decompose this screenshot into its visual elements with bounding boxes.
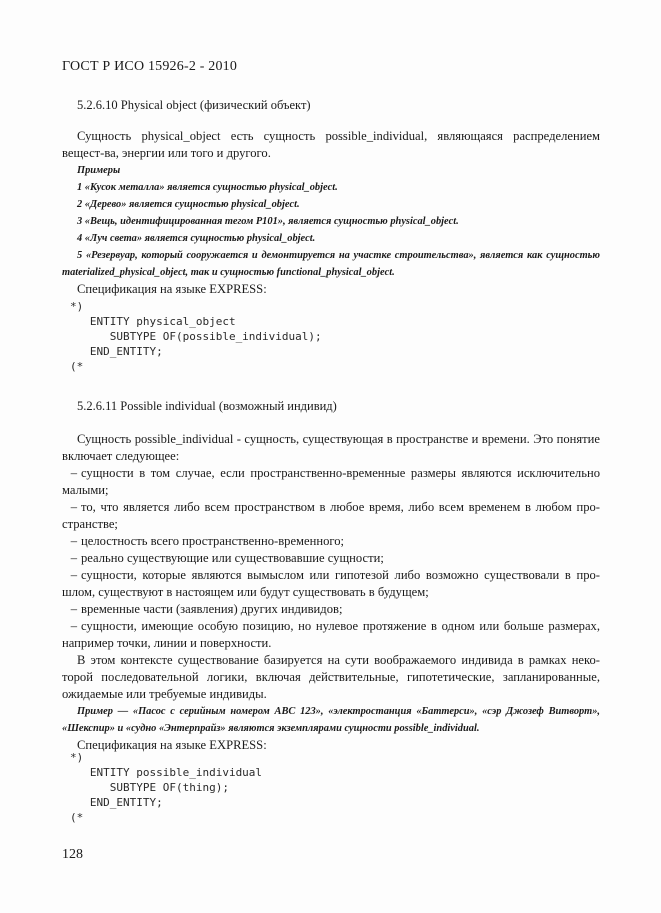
dash-marker: – <box>70 619 77 633</box>
express-code-block <box>70 750 608 825</box>
code-line: ENTITY possible_individual <box>70 766 263 779</box>
list-item: – сущности в том случае, если пространственно-временные размеры являются исключительно малыми; <box>62 466 600 497</box>
section-heading-possible-individual: 5.2.6.11 Possible individual (возможный индивид) <box>77 399 337 413</box>
context-paragraph: В этом контексте существование базируется на сути воображаемого индивида в рамках неко-торой последовательной логики, включая действительные, гипотетические, запланированные, ожидаемые или требуемые индивиды. <box>62 653 600 701</box>
section-possible-individual-body <box>62 431 600 754</box>
dash-marker: – <box>70 466 77 480</box>
list-item: – сущности, которые являются вымыслом или гипотезой либо возможно существовали в про-шлом, существуют в настоящем или будут существовать в будущем; <box>62 568 600 599</box>
code-line: (* <box>70 811 84 824</box>
dash-marker: – <box>70 602 77 616</box>
code-line: (* <box>70 360 84 373</box>
definition-paragraph: Сущность physical_object есть сущность possible_individual, являющаяся распределением вещест-ва, энергии или того и другого. <box>62 129 600 160</box>
code-line: END_ENTITY; <box>70 796 163 809</box>
dash-marker: – <box>70 551 77 565</box>
dash-marker: – <box>70 568 77 582</box>
express-code-block <box>70 299 608 374</box>
dash-marker: – <box>70 500 77 514</box>
section-heading-physical-object: 5.2.6.10 Physical object (физический объект) <box>77 98 311 112</box>
code-line: ENTITY physical_object <box>70 315 236 328</box>
page-header: ГОСТ Р ИСО 15926-2 - 2010 <box>62 59 238 74</box>
code-line: *) <box>70 751 84 764</box>
list-item: – сущности, имеющие особую позицию, но нулевое протяжение в одном или больше размерах, например точки, линии и поверхности. <box>62 619 600 650</box>
code-line: END_ENTITY; <box>70 345 163 358</box>
spec-label: Спецификация на языке EXPRESS: <box>77 282 267 296</box>
example-item: 1 «Кусок металла» является сущностью physical_object. <box>77 182 338 193</box>
dash-marker: – <box>70 534 77 548</box>
list-item: – то, что является либо всем пространством в любое время, либо всем временем в любом про-странстве; <box>62 500 600 531</box>
example-item: 2 «Дерево» является сущностью physical_object. <box>77 199 300 210</box>
example-item: 4 «Луч света» является сущностью physical_object. <box>77 233 316 244</box>
definition-paragraph: Сущность possible_individual - сущность, существующая в пространстве и времени. Это понятие включает следующее: <box>62 432 600 463</box>
page-number: 128 <box>62 847 83 862</box>
section-physical-object-body <box>62 128 600 298</box>
list-item: – реально существующие или существовавшие сущности; <box>62 550 600 567</box>
spec-label: Спецификация на языке EXPRESS: <box>77 738 267 752</box>
list-item: – целостность всего пространственно-временного; <box>62 533 600 550</box>
examples-label: Примеры <box>77 165 121 176</box>
example-paragraph: Пример — «Пасос с серийным номером ABC 123», «электростанция «Баттерси», «сэр Джозеф Витворт», «Шекспир» и «судно «Энтерпрайз» являются экземплярами сущности possible_individual. <box>62 706 600 734</box>
code-line: *) <box>70 300 84 313</box>
list-item: – временные части (заявления) других индивидов; <box>62 601 600 618</box>
example-item: 5 «Резервуар, который сооружается и демонтируется на участке строительства», является как сущностью materialized_physical_object, так и сущностью functional_physical_object. <box>62 250 600 278</box>
code-line: SUBTYPE OF(thing); <box>70 781 229 794</box>
code-line: SUBTYPE OF(possible_individual); <box>70 330 322 343</box>
example-item: 3 «Вещь, идентифицированная тегом P101», является сущностью physical_object. <box>77 216 459 227</box>
